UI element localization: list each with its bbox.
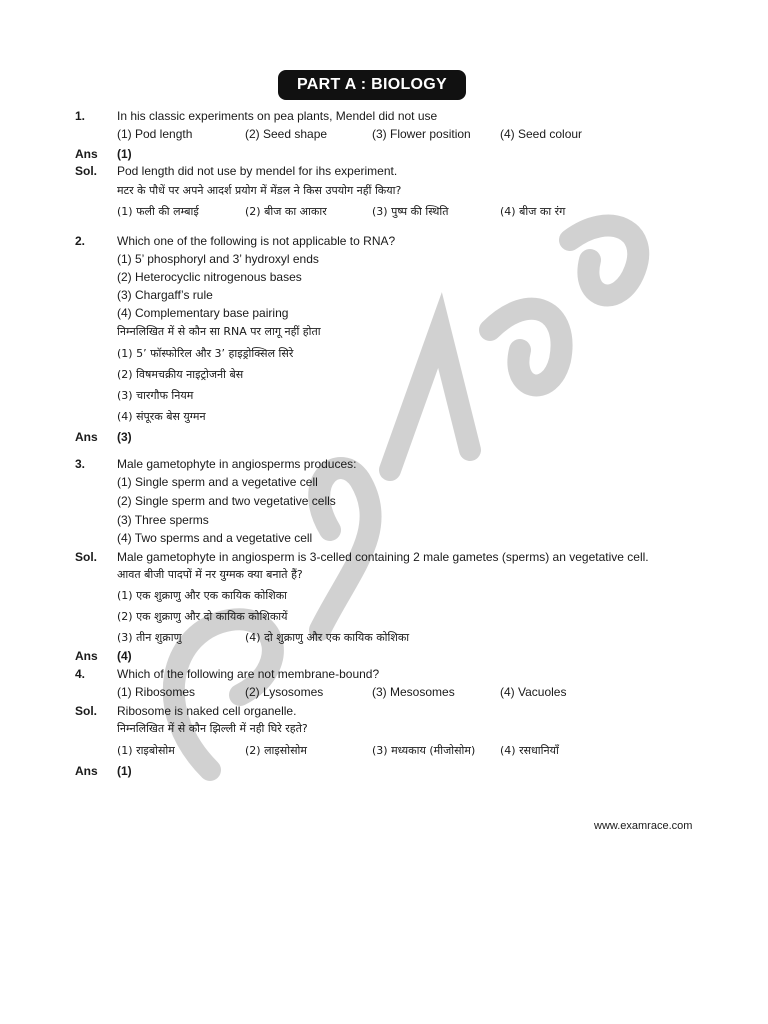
hindi-option-2: (2) लाइसोसोम [245, 744, 307, 757]
answer-label: Ans [75, 147, 98, 161]
option-3: (3) Chargaff’s rule [117, 288, 213, 302]
option-2: (2) Single sperm and two vegetative cells [117, 494, 336, 508]
option-4: (4) Seed colour [500, 127, 583, 141]
question-text: Which one of the following is not applicable to RNA? [117, 234, 396, 248]
answer-value: (1) [117, 147, 132, 161]
option-3: (3) Three sperms [117, 513, 209, 527]
question-number: 3. [75, 457, 86, 471]
hindi-option-4: (4) रसधानियाँ [500, 744, 559, 757]
hindi-question: आवत बीजी पादपों में नर युग्मक क्या बनाते हैं? [117, 568, 303, 581]
answer-value: (1) [117, 764, 132, 778]
question-number: 4. [75, 667, 86, 681]
hindi-option-2: (2) बीज का आकार [245, 205, 327, 218]
option-4: (4) Two sperms and a vegetative cell [117, 531, 313, 545]
hindi-option-4: (4) बीज का रंग [500, 205, 566, 218]
option-2: (2) Heterocyclic nitrogenous bases [117, 270, 302, 284]
option-1: (1) 5’ phosphoryl and 3’ hydroxyl ends [117, 252, 319, 266]
hindi-option-1: (1) एक शुक्राणु और एक कायिक कोशिका [117, 589, 288, 602]
hindi-option-2: (2) विषमचक्रीय नाइट्रोजनी बेस [117, 368, 244, 381]
question-text: Which of the following are not membrane-bound? [117, 667, 380, 681]
hindi-option-3: (3) मध्यकाय (मीजोसोम) [372, 744, 476, 757]
option-3: (3) Mesosomes [372, 685, 455, 699]
hindi-option-3: (3) तीन शुक्राणु [117, 631, 182, 644]
hindi-option-1: (1) 5’ फॉस्फोरिल और 3’ हाइड्रोक्सिल सिरे [117, 347, 294, 360]
hindi-option-2: (2) एक शुक्राणु और दो कायिक कोशिकायें [117, 610, 288, 623]
hindi-option-1: (1) राइबोसोम [117, 744, 175, 757]
option-4: (4) Complementary base pairing [117, 306, 289, 320]
hindi-option-4: (4) दो शुक्राणु और एक कायिक कोशिका [245, 631, 410, 644]
solution-text: Ribosome is naked cell organelle. [117, 704, 297, 718]
hindi-option-4: (4) संपूरक बेस युग्मन [117, 410, 206, 423]
solution-label: Sol. [75, 164, 98, 178]
answer-value: (4) [117, 649, 132, 663]
hindi-option-1: (1) फली की लम्बाई [117, 205, 199, 218]
option-3: (3) Flower position [372, 127, 471, 141]
solution-text: Pod length did not use by mendel for ihs experiment. [117, 164, 398, 178]
solution-label: Sol. [75, 704, 98, 718]
answer-value: (3) [117, 430, 132, 444]
hindi-question: निम्नलिखित में से कौन सा RNA पर लागू नहीं होता [117, 325, 321, 338]
solution-text: Male gametophyte in angiosperm is 3-celled containing 2 male gametes (sperms) an vegetative cell. [117, 550, 649, 564]
option-1: (1) Ribosomes [117, 685, 196, 699]
solution-label: Sol. [75, 550, 98, 564]
answer-label: Ans [75, 430, 98, 444]
answer-label: Ans [75, 649, 98, 663]
hindi-option-3: (3) पुष्प की स्थिति [372, 205, 449, 218]
footer-url[interactable]: www.examrace.com [594, 820, 693, 832]
option-1: (1) Single sperm and a vegetative cell [117, 475, 318, 489]
hindi-question: मटर के पौधें पर अपने आदर्श प्रयोग में मेंडल ने किस उपयोग नहीं किया? [117, 184, 402, 197]
question-text: Male gametophyte in angiosperms produces: [117, 457, 357, 471]
answer-label: Ans [75, 764, 98, 778]
hindi-option-3: (3) चारगौफ नियम [117, 389, 194, 402]
option-4: (4) Vacuoles [500, 685, 567, 699]
section-title: PART A : BIOLOGY [278, 70, 466, 100]
question-text: In his classic experiments on pea plants, Mendel did not use [117, 109, 438, 123]
option-2: (2) Seed shape [245, 127, 328, 141]
question-number: 2. [75, 234, 86, 248]
option-2: (2) Lysosomes [245, 685, 324, 699]
question-number: 1. [75, 109, 86, 123]
option-1: (1) Pod length [117, 127, 193, 141]
hindi-question: निम्नलिखित में से कौन झिल्ली में नही घिरे रहते? [117, 722, 308, 735]
